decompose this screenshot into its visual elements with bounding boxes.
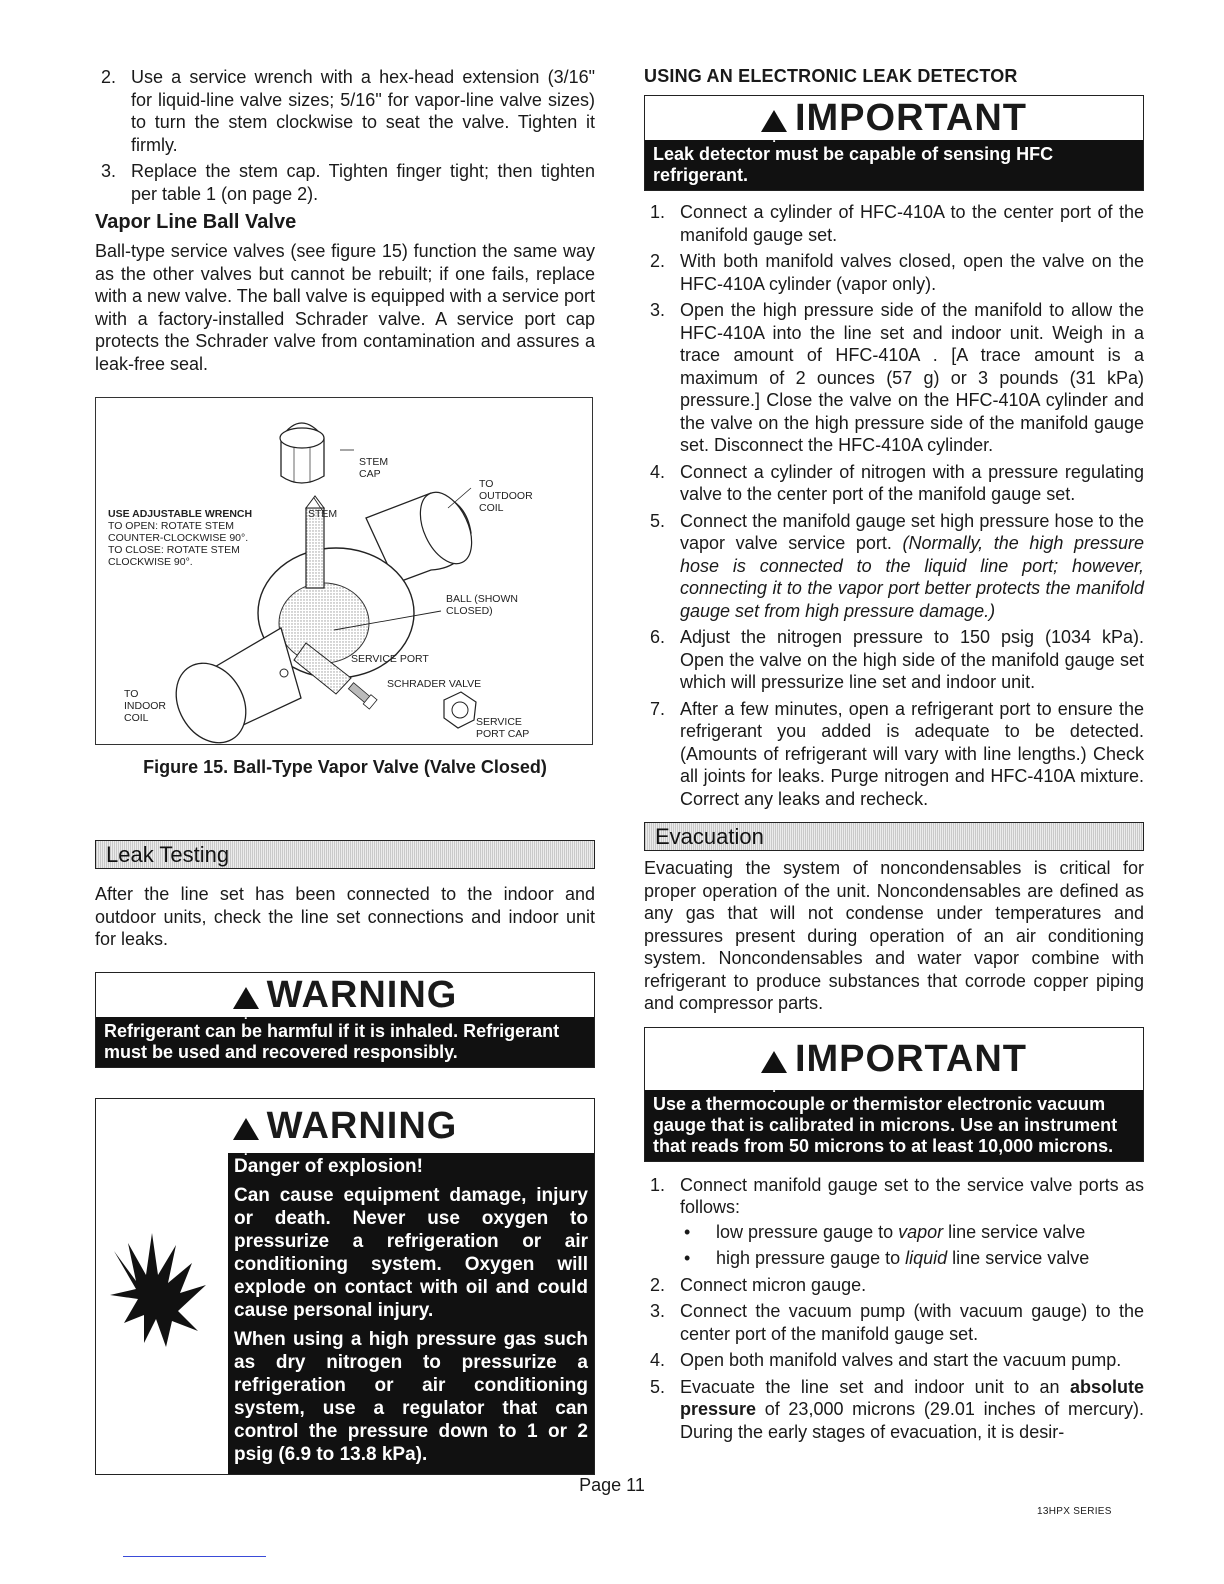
list-item: 2. Connect micron gauge. [650, 1274, 867, 1295]
detector-steps [644, 201, 1144, 810]
right-column [644, 66, 1144, 1447]
evacuation-banner: Evacuation [644, 822, 1144, 851]
left-column [95, 66, 595, 1475]
port-cap-label: SERVICE PORT CAP [476, 716, 530, 740]
footer-divider [123, 1556, 266, 1557]
important-box-leak-detector [644, 95, 1144, 191]
page-number: Page 11 [579, 1475, 645, 1495]
important-bar: Use a thermocouple or thermistor electronic vacuum gauge that is calibrated in microns. Use an instrument that reads from 50 microns to at least 10,000 microns. [645, 1090, 1143, 1161]
service-port-label: SERVICE PORT [351, 653, 429, 665]
ball-label: BALL (SHOWN CLOSED) [446, 593, 518, 617]
warning-box-explosion [95, 1098, 595, 1475]
warning-triangle-icon: ! [233, 1118, 259, 1140]
list-item: 4. Open both manifold valves and start the vacuum pump. [650, 1350, 1122, 1370]
to-outdoor-label: TO OUTDOOR COIL [479, 478, 533, 514]
figure-15 [95, 397, 593, 745]
list-item: • low pressure gauge to vapor line service valve [680, 1221, 1144, 1244]
list-item: 5. Evacuate the line set and indoor unit to an absolute pressure of 23,000 microns (29.01 inches of mercury). During the early stages of evacuation, it is desir- [650, 1376, 1144, 1442]
evacuation-steps [644, 1174, 1144, 1444]
list-item: 7. After a few minutes, open a refrigerant port to ensure the refrigerant you added is adequate to be detected. (Amounts of refrigerant will vary with line lengths.) Check all joints for leaks. Purge nitrogen and HFC-410A mixture. Correct any leaks and recheck. [650, 698, 1144, 809]
important-title: ! IMPORTANT [645, 96, 1143, 140]
ball-valve-diagram [96, 398, 592, 744]
important-box-vacuum-gauge [644, 1027, 1144, 1162]
figure-caption: Figure 15. Ball-Type Vapor Valve (Valve Closed) [143, 757, 547, 777]
wrench-instructions: USE ADJUSTABLE WRENCH TO OPEN: ROTATE STEM COUNTER-CLOCKWISE 90°. TO CLOSE: ROTATE STEM CLOCKWISE 90°. [108, 508, 253, 568]
series-label: 13HPX SERIES [1037, 1506, 1112, 1517]
list-item: 2. With both manifold valves closed, open the valve on the HFC-410A cylinder (vapor only). [650, 251, 1144, 294]
list-item: 2. Use a service wrench with a hex-head extension (3/16" for liquid-line valve sizes; 5/16" for vapor-line valve sizes) to turn the stem clockwise to seat the valve. Tighten it firmly. [101, 67, 595, 155]
schrader-label: SCHRADER VALVE [387, 678, 482, 690]
list-item: 3. Connect the vacuum pump (with vacuum gauge) to the center port of the manifold gauge set. [650, 1301, 1144, 1344]
leak-testing-banner: Leak Testing [95, 840, 595, 869]
important-bar: Leak detector must be capable of sensing HFC refrigerant. [645, 140, 1143, 190]
to-indoor-label: TO INDOOR COIL [124, 688, 166, 724]
leak-testing-paragraph: After the line set has been connected to the indoor and outdoor units, check the line set connections and indoor unit for leaks. [95, 884, 595, 949]
leak-detector-heading: USING AN ELECTRONIC LEAK DETECTOR [644, 66, 1018, 86]
explosion-icon [96, 1153, 228, 1474]
warning-box-refrigerant [95, 972, 595, 1068]
list-item: 6. Adjust the nitrogen pressure to 150 psig (1034 kPa). Open the valve on the high side of the manifold gauge set which will pressurize line set and indoor unit. [650, 627, 1144, 692]
explosion-warning-text: Danger of explosion! Can cause equipment damage, injury or death. Never use oxygen to pressurize a refrigeration or air conditioning system. Oxygen will explode on contact with oil and could cause personal injury. When using a high pressure gas such as dry nitrogen to pressurize a refrigeration or air conditioning system, use a regulator that can control the pressure down to 1 or 2 psig (6.9 to 13.8 kPa). [228, 1153, 594, 1474]
stem-cap-label: STEM CAP [359, 456, 389, 480]
stem-label: STEM [308, 508, 338, 520]
list-item: 5. Connect the manifold gauge set high pressure hose to the vapor valve service port. (Normally, the high pressure hose is connected to the liquid line port; however, connecting it to the vapor port better protects the manifold gauge set from high pressure damage.) [650, 510, 1144, 621]
warning-triangle-icon: ! [761, 110, 787, 132]
list-item: 3. Open the high pressure side of the manifold to allow the HFC-410A into the line set and indoor unit. Weigh in a trace amount of HFC-410A . [A trace amount is a maximum of 2 ounces (57 g) or 3 pounds (31 kPa) pressure.] Close the valve on the HFC-410A cylinder and the valve on the high pressure side of the manifold gauge set. Disconnect the HFC-410A cylinder. [650, 300, 1144, 455]
warning-title: ! WARNING [96, 973, 594, 1017]
valve-steps [95, 66, 595, 205]
list-item: • high pressure gauge to liquid line service valve [680, 1247, 1144, 1270]
warning-triangle-icon: ! [761, 1051, 787, 1073]
list-item: 1. Connect manifold gauge set to the service valve ports as follows: • low pressure gauge to vapor line service valve • high pressure gauge to liquid line service valve [644, 1174, 1144, 1270]
gauge-bullets [680, 1221, 1144, 1270]
warning-title: ! WARNING [96, 1099, 594, 1153]
important-title: ! IMPORTANT [645, 1028, 1143, 1090]
warning-triangle-icon: ! [233, 987, 259, 1009]
vapor-line-paragraph: Ball-type service valves (see figure 15) function the same way as the other valves but cannot be rebuilt; if one fails, replace with a new valve. The ball valve is equipped with a service port with a factory-installed Schrader valve. A service port cap protects the Schrader valve from contamination and assures a leak-free seal. [95, 241, 595, 374]
vapor-line-heading: Vapor Line Ball Valve [95, 211, 297, 233]
list-item: 3. Replace the stem cap. Tighten finger tight; then tighten per table 1 (on page 2). [101, 161, 595, 204]
list-item: 4. Connect a cylinder of nitrogen with a pressure regulating valve to the center port of the manifold gauge set. [650, 461, 1144, 504]
list-item: 1. Connect a cylinder of HFC-410A to the center port of the manifold gauge set. [650, 202, 1144, 245]
warning-bar: Refrigerant can be harmful if it is inhaled. Refrigerant must be used and recovered responsibly. [96, 1017, 594, 1067]
evacuation-paragraph: Evacuating the system of noncondensables is critical for proper operation of the unit. Noncondensables are defined as any gas that will not condense under temperatures and pressures present during operation of an air conditioning system. Noncondensables and water vapor combine with refrigerant to produce substances that corrode copper piping and compressor parts. [644, 858, 1144, 1013]
